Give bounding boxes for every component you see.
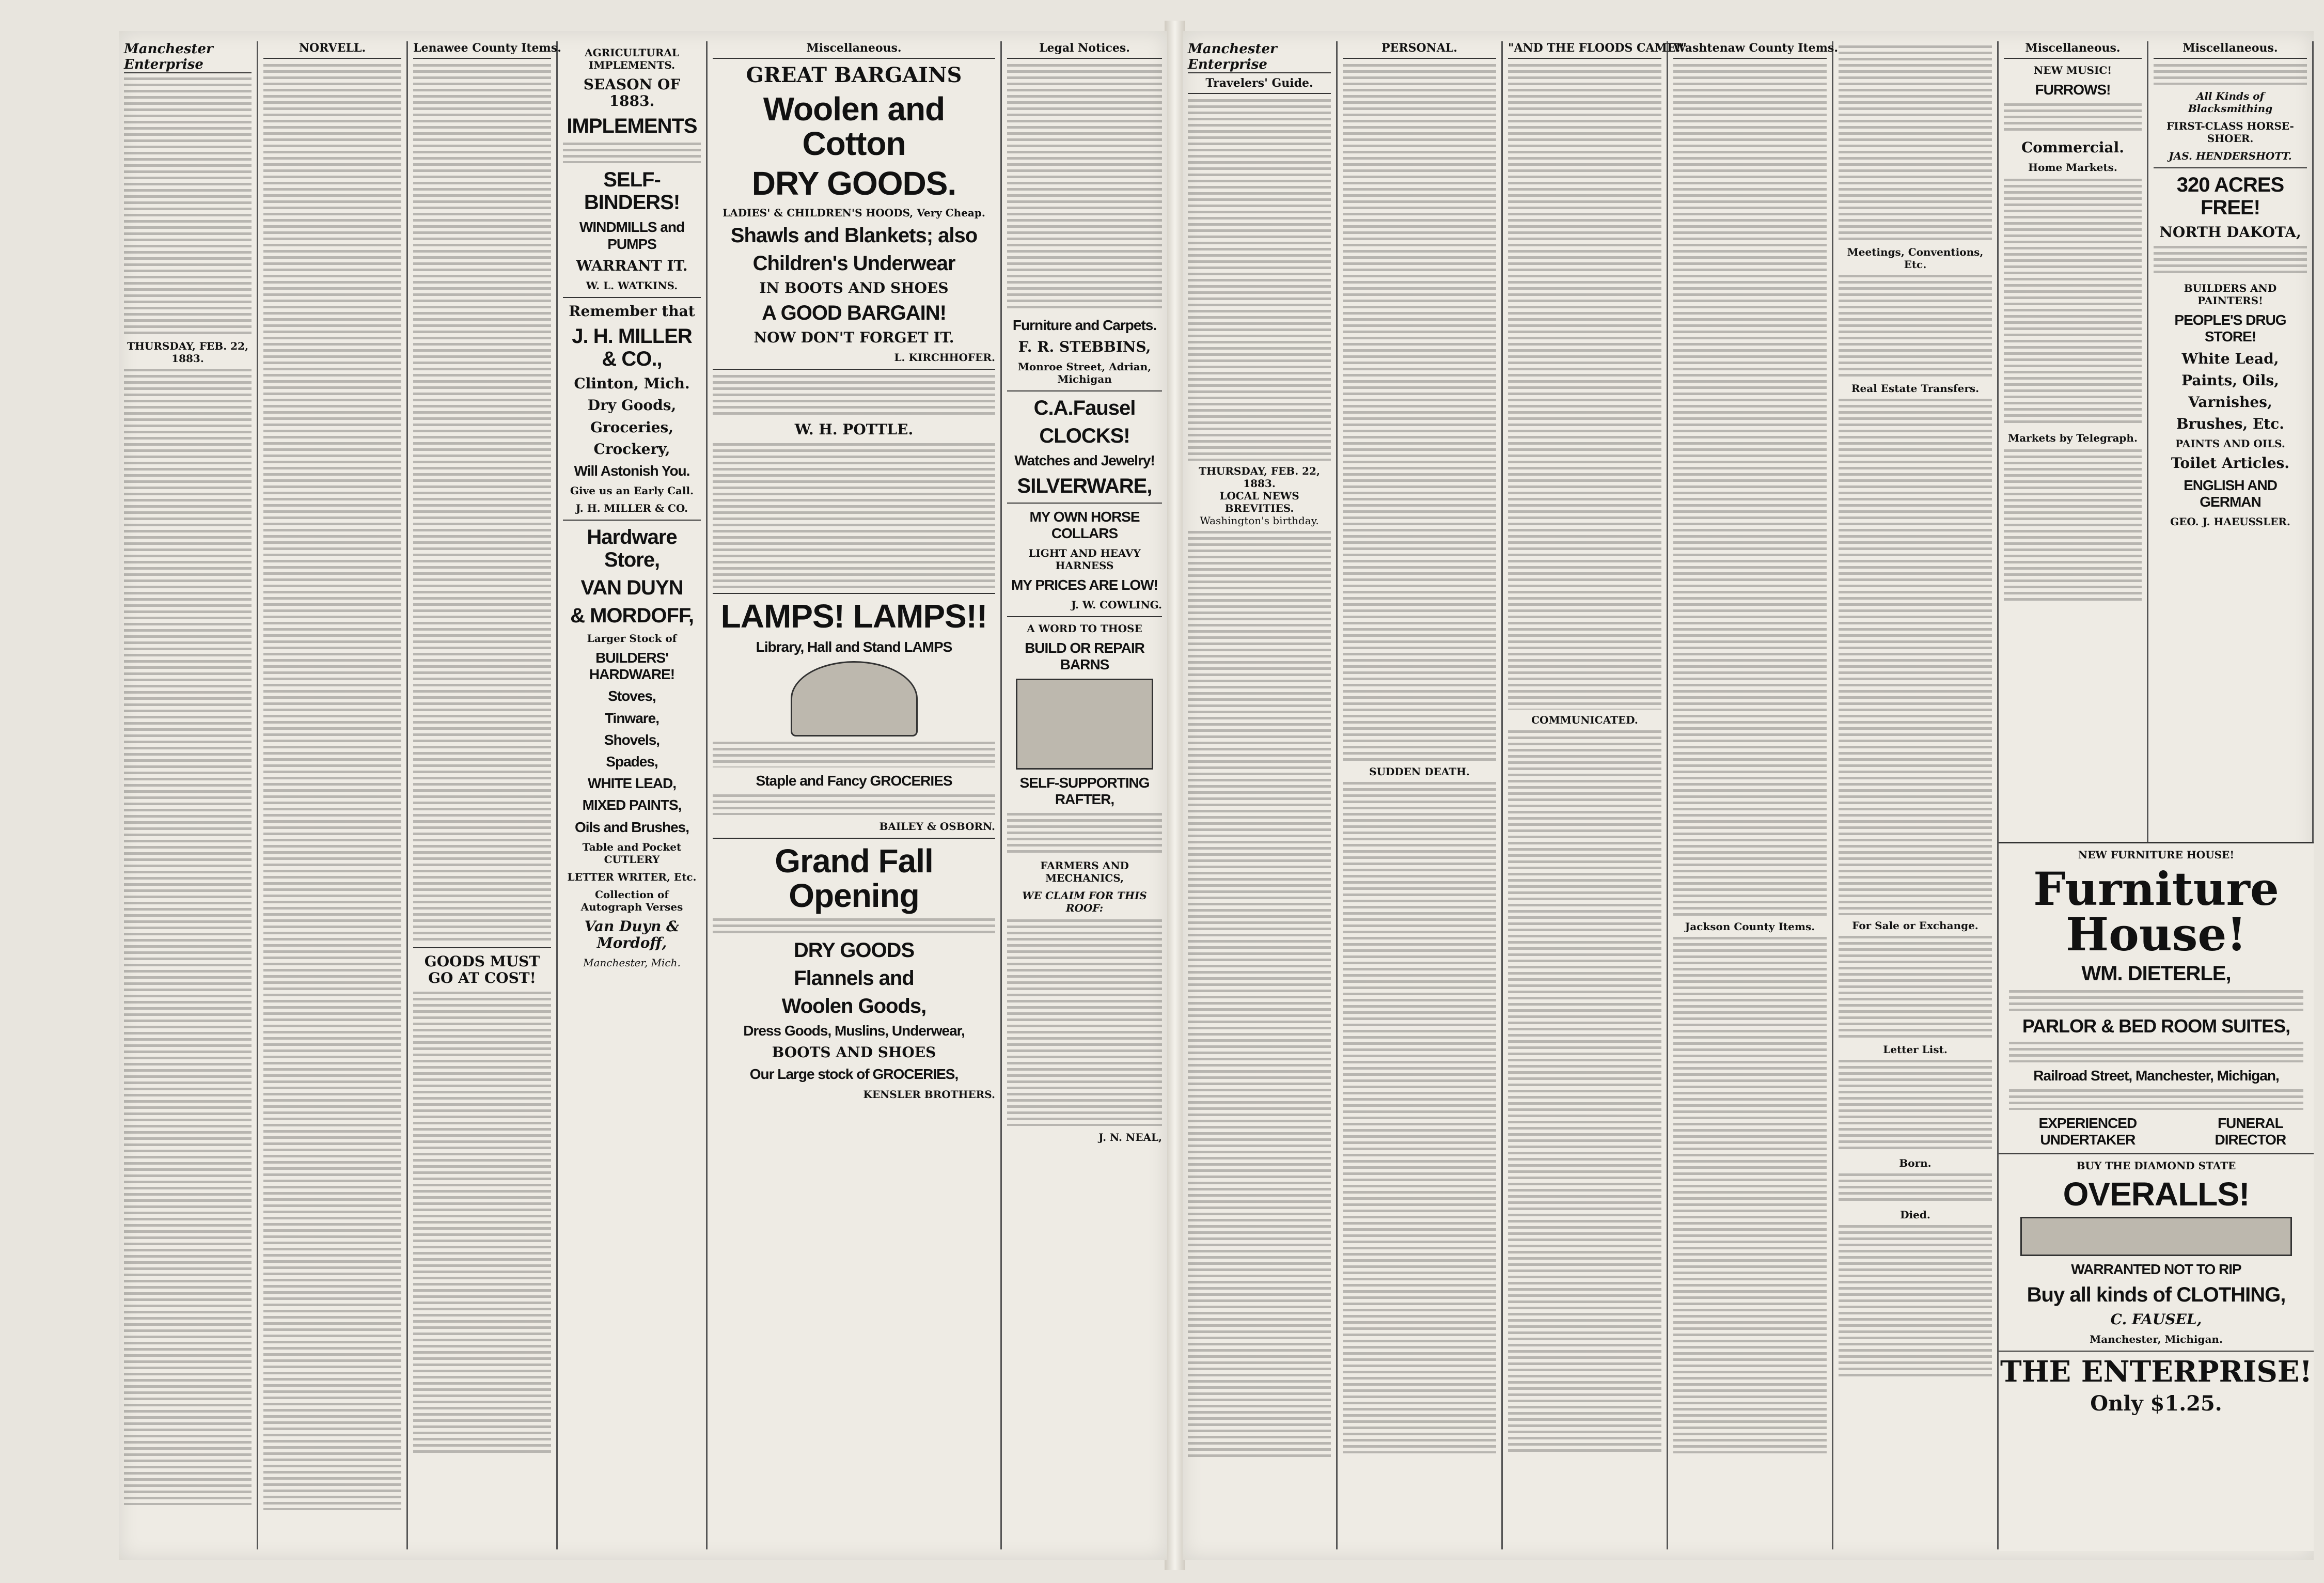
ad-text: WHITE LEAD, xyxy=(588,775,676,792)
ad-text: Furniture House! xyxy=(2033,862,2279,961)
ad-text: LADIES' & CHILDREN'S HOODS, Very Cheap. xyxy=(723,206,985,219)
section-head: Letter List. xyxy=(1883,1043,1948,1056)
ad-text: Only $1.25. xyxy=(2090,1391,2222,1416)
article-text xyxy=(124,369,252,1505)
col-head: "AND THE FLOODS CAME!" xyxy=(1508,41,1661,59)
ad-text: Larger Stock of xyxy=(587,632,677,645)
page-gutter xyxy=(1165,21,1185,1570)
ad-text: Grand Fall Opening xyxy=(775,842,933,914)
ad-text: Van Duyn & Mordoff, xyxy=(584,917,680,951)
section-head: LOCAL NEWS BREVITIES. xyxy=(1219,490,1299,514)
ad-text: 320 ACRES FREE! xyxy=(2176,174,2284,219)
ad-text: BUILD OR REPAIR BARNS xyxy=(1025,640,1144,673)
ad-text: J. H. MILLER & CO. xyxy=(575,502,688,515)
ad-text: WARRANTED NOT TO RIP xyxy=(2071,1261,2241,1278)
right-col-4 xyxy=(1668,41,1838,1549)
ad-text: SELF-BINDERS! xyxy=(584,168,680,214)
ad-text: DRY GOODS. xyxy=(751,165,956,202)
ad-text: KENSLER BROTHERS. xyxy=(863,1088,995,1101)
ad-text: Stoves, xyxy=(608,688,656,704)
ad-text: Collection of Autograph Verses xyxy=(580,888,683,913)
ad-text: WINDMILLS and PUMPS xyxy=(579,219,685,252)
lamp-illustration xyxy=(791,661,918,736)
ad-text: W. L. WATKINS. xyxy=(586,279,678,292)
left-col-2 xyxy=(258,41,408,1549)
ad-text: Groceries, xyxy=(590,418,673,436)
ad-text: Woolen and Cotton xyxy=(763,90,945,163)
ad-text: BOOTS AND SHOES xyxy=(772,1044,936,1061)
left-col-6 xyxy=(1002,41,1167,1549)
ad-text: Dry Goods, xyxy=(587,397,677,414)
section-head: Meetings, Conventions, Etc. xyxy=(1847,246,1984,271)
ad-text: A WORD TO THOSE xyxy=(1027,622,1142,635)
ad-text: & MORDOFF, xyxy=(570,604,694,628)
ad-text: BAILEY & OSBORN. xyxy=(879,820,995,833)
ad-text: Buy all kinds of CLOTHING, xyxy=(2027,1283,2286,1306)
right-masthead: Manchester Enterprise xyxy=(1188,41,1331,73)
date-line: THURSDAY, FEB. 22, 1883. xyxy=(127,340,248,365)
ad-text: MY OWN HORSE COLLARS xyxy=(1029,508,1140,541)
col-head: Miscellaneous. xyxy=(713,41,995,59)
article-text xyxy=(413,64,551,942)
ad-text: FUNERAL DIRECTOR xyxy=(2215,1115,2286,1148)
article-text xyxy=(263,64,401,1510)
section-head: SUDDEN DEATH. xyxy=(1369,765,1470,778)
ad-text: LETTER WRITER, Etc. xyxy=(567,870,697,883)
ad-text: Give us an Early Call. xyxy=(570,484,694,497)
col-head: PERSONAL. xyxy=(1343,41,1496,59)
right-col-5 xyxy=(1833,41,1999,1549)
ad-text: Manchester, Mich. xyxy=(583,957,681,969)
ad-text: THE ENTERPRISE! xyxy=(2000,1354,2313,1389)
ad-text: MY PRICES ARE LOW! xyxy=(1011,576,1158,593)
ad-text: NEW MUSIC! xyxy=(2033,64,2112,76)
ad-text: All Kinds of Blacksmithing xyxy=(2188,90,2273,115)
ad-text: MIXED PAINTS, xyxy=(582,797,682,813)
ad-text: Commercial. xyxy=(2021,139,2124,156)
article-text xyxy=(124,77,252,336)
ad-text: BUILDERS AND PAINTERS! xyxy=(2184,282,2277,307)
ad-text: WM. DIETERLE, xyxy=(2081,962,2231,985)
col-head: Travelers' Guide. xyxy=(1188,76,1331,94)
ad-text: BUY THE DIAMOND STATE xyxy=(2076,1159,2236,1172)
col-head: Legal Notices. xyxy=(1007,41,1162,59)
col-head: Miscellaneous. xyxy=(2004,41,2142,59)
section-head: Washington's birthday. xyxy=(1200,514,1319,527)
left-page xyxy=(119,31,1167,1560)
section-head: For Sale or Exchange. xyxy=(1852,919,1978,932)
ad-text: Brushes, Etc. xyxy=(2176,415,2285,433)
left-col-3 xyxy=(408,41,561,1549)
ad-text: Crockery, xyxy=(593,440,670,458)
ad-text: GEO. J. HAEUSSLER. xyxy=(2170,515,2290,528)
ad-text: PARLOR & BED ROOM SUITES, xyxy=(2022,1015,2290,1037)
col-head: NORVELL. xyxy=(263,41,401,59)
ad-text: DRY GOODS xyxy=(793,939,915,962)
right-wide-ads xyxy=(1999,842,2314,1551)
ad-text: W. H. POTTLE. xyxy=(794,420,914,438)
section-head: Born. xyxy=(1899,1157,1932,1169)
ad-text: PEOPLE'S DRUG STORE! xyxy=(2174,312,2286,345)
left-col-1 xyxy=(119,41,258,1549)
ad-text: Clinton, Mich. xyxy=(574,375,690,393)
ad-text: Paints, Oils, xyxy=(2181,371,2279,389)
ad-text: Hardware Store, xyxy=(587,526,677,572)
left-col-4 xyxy=(558,41,708,1549)
col-head: Washtenaw County Items. xyxy=(1673,41,1827,59)
ad-text: L. KIRCHHOFER. xyxy=(894,351,995,364)
ad-text: CLOCKS! xyxy=(1039,425,1130,448)
ad-text: Table and Pocket CUTLERY xyxy=(582,840,682,866)
ad-text: SELF-SUPPORTING RAFTER, xyxy=(1019,774,1150,807)
ad-text: C.A.Fausel xyxy=(1033,397,1136,420)
ad-text: EXPERIENCED UNDERTAKER xyxy=(2038,1115,2137,1148)
ad-text: Library, Hall and Stand LAMPS xyxy=(756,639,952,655)
right-col-3 xyxy=(1503,41,1687,1549)
ad-text: Furniture and Carpets. xyxy=(1012,317,1157,333)
ad-text: Staple and Fancy GROCERIES xyxy=(756,772,952,789)
ad-text: IMPLEMENTS xyxy=(567,115,697,138)
ad-text: Remember that xyxy=(569,302,695,320)
ad-text: J. N. NEAL, xyxy=(1098,1131,1162,1143)
ad-text: Spades, xyxy=(606,754,658,770)
ad-text: SILVERWARE, xyxy=(1017,474,1152,497)
ad-text: OVERALLS! xyxy=(2063,1176,2250,1213)
ad-text: IN BOOTS AND SHOES xyxy=(759,279,949,296)
ad-text: WARRANT IT. xyxy=(576,257,688,274)
horses-illustration xyxy=(2020,1217,2292,1256)
ad-text: ENGLISH AND GERMAN xyxy=(2184,477,2277,510)
ad-text: Dress Goods, Muslins, Underwear, xyxy=(743,1023,965,1039)
ad-text: Manchester, Michigan. xyxy=(2090,1333,2223,1345)
ad-text: Watches and Jewelry! xyxy=(1014,452,1155,469)
ad-text: LIGHT AND HEAVY HARNESS xyxy=(1028,546,1141,572)
ad-text: NOW DON'T FORGET IT. xyxy=(753,328,954,346)
ad-text: Toilet Articles. xyxy=(2171,454,2290,472)
ad-text: Varnishes, xyxy=(2188,393,2272,411)
ad-text: JAS. HENDERSHOTT. xyxy=(2169,150,2292,162)
ad-text: FIRST-CLASS HORSE-SHOER. xyxy=(2166,120,2294,145)
ad-text: Flannels and xyxy=(794,967,914,990)
ad-text: White Lead, xyxy=(2181,350,2279,367)
left-col-5 xyxy=(708,41,1002,1549)
ad-text: Railroad Street, Manchester, Michigan, xyxy=(2033,1067,2279,1084)
ad-text: Markets by Telegraph. xyxy=(2008,432,2138,445)
ad-text: WE CLAIM FOR THIS ROOF: xyxy=(1022,889,1147,914)
ad-text: Shawls and Blankets; also xyxy=(730,224,978,247)
ad-text: GREAT BARGAINS xyxy=(746,63,962,87)
ad-text: AGRICULTURAL IMPLEMENTS. xyxy=(585,46,679,71)
date-line: THURSDAY, FEB. 22, 1883. xyxy=(1199,465,1320,490)
col-head: Lenawee County Items. xyxy=(413,41,551,59)
ad-text: Woolen Goods, xyxy=(781,995,927,1018)
ad-text: Children's Underwear xyxy=(752,252,955,275)
ad-text: A GOOD BARGAIN! xyxy=(762,301,946,324)
ad-text: SEASON OF 1883. xyxy=(583,76,681,110)
ad-text: Monroe Street, Adrian, Michigan xyxy=(1017,361,1152,386)
ad-text: J. H. MILLER & CO., xyxy=(572,325,692,371)
right-col-2 xyxy=(1338,41,1503,1549)
ad-text: C. FAUSEL, xyxy=(2110,1310,2202,1328)
ad-text: NEW FURNITURE HOUSE! xyxy=(2078,849,2235,861)
left-masthead: Manchester Enterprise xyxy=(124,41,252,73)
right-col-1 xyxy=(1183,41,1338,1549)
ad-text: BUILDERS' HARDWARE! xyxy=(589,650,675,683)
undertaker-line xyxy=(1999,1115,2314,1148)
ad-text: VAN DUYN xyxy=(580,576,683,600)
ad-text: Tinware, xyxy=(604,710,659,726)
col-head: Miscellaneous. xyxy=(2154,41,2307,59)
barn-illustration xyxy=(1016,679,1153,770)
ad-text: PAINTS AND OILS. xyxy=(2175,437,2285,450)
ad-text: Oils and Brushes, xyxy=(574,819,689,835)
ad-text: Home Markets. xyxy=(2028,161,2117,174)
section-head: Died. xyxy=(1900,1209,1930,1221)
section-head: Jackson County Items. xyxy=(1685,920,1815,933)
ad-text: FARMERS AND MECHANICS, xyxy=(1040,859,1129,884)
right-page xyxy=(1183,31,2314,1560)
ad-text: GOODS MUST GO AT COST! xyxy=(424,953,540,987)
ad-text: FURROWS! xyxy=(2035,82,2111,98)
section-head: Real Estate Transfers. xyxy=(1851,382,1980,395)
article-text xyxy=(413,992,551,1456)
ad-text: Shovels, xyxy=(604,731,660,748)
ad-text: F. R. STEBBINS, xyxy=(1018,338,1151,356)
section-head: COMMUNICATED. xyxy=(1531,714,1638,726)
ad-text: NORTH DAKOTA, xyxy=(2159,224,2301,241)
ad-text: J. W. COWLING. xyxy=(1071,599,1162,612)
ad-text: Our Large stock of GROCERIES, xyxy=(749,1066,959,1083)
ad-text: LAMPS! LAMPS!! xyxy=(720,598,987,635)
ad-text: Will Astonish You. xyxy=(574,462,690,479)
